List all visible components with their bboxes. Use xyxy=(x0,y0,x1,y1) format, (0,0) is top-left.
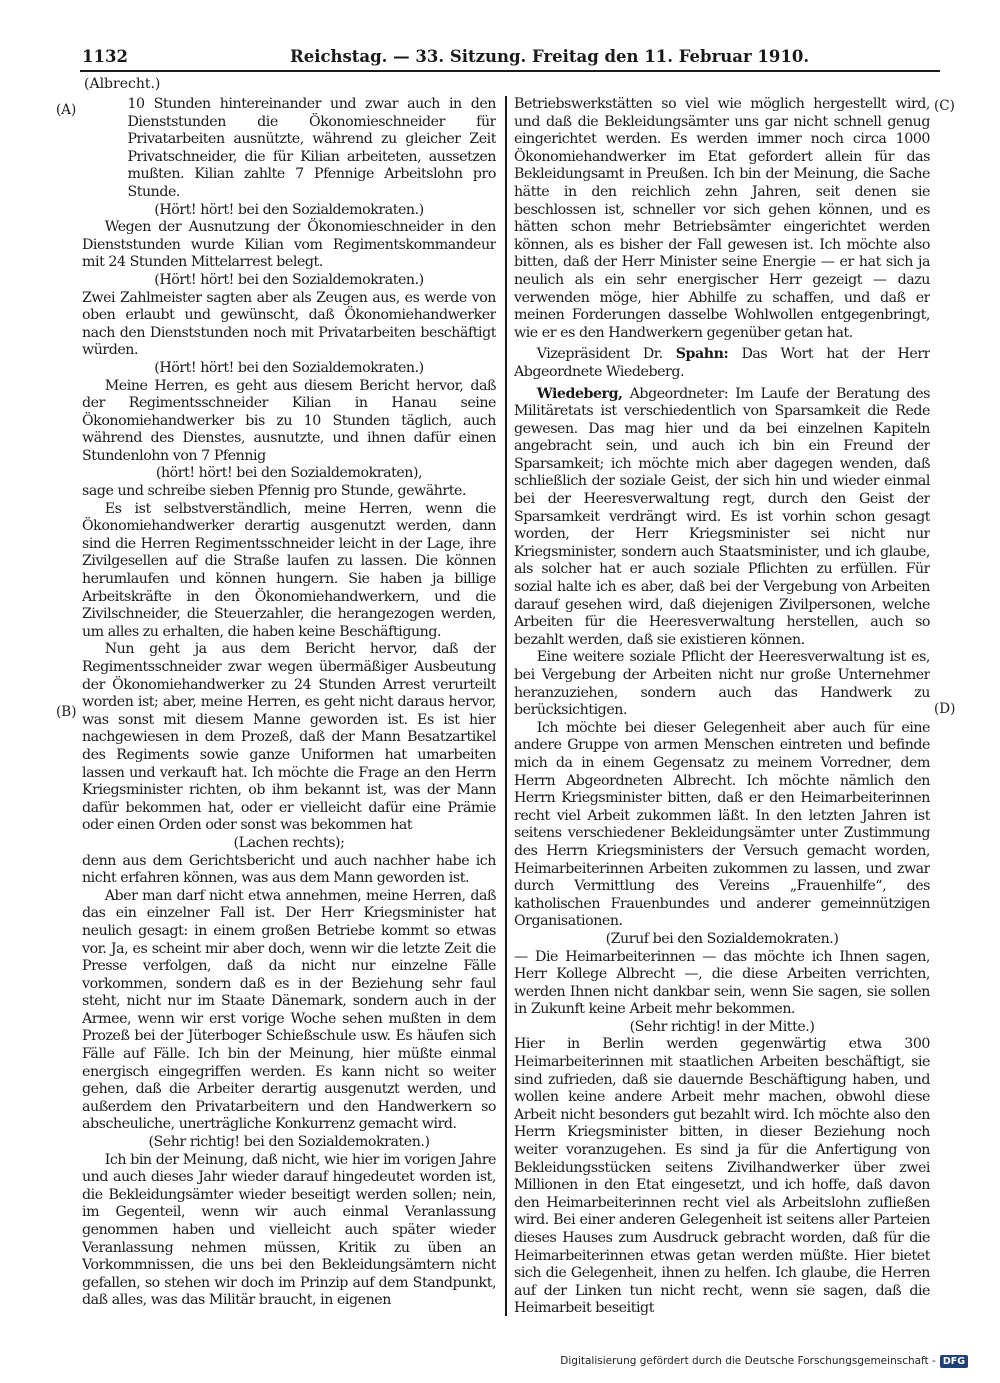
left-column xyxy=(82,96,496,1321)
interjection: (Sehr richtig! in der Mitte.) xyxy=(629,1018,815,1035)
paragraph: Meine Herren, es geht aus diesem Bericht hervor, daß der Regimentsschneider Kilian in Hanau seine Ökonomiehandwerker bis zu 10 Stunden täglich, auch während des Dienstes, ausnutzte, und ihnen dafür einen Stundenlohn von 7 Pfennig xyxy=(82,377,496,464)
paragraph: Betriebswerkstätten so viel wie möglich hergestellt wird, und daß die Bekleidungsämter uns gar nicht schnell genug eingerichtet werden. Es werden immer noch circa 1000 Ökonomiehandwerker im Etat gefordert allein für das Bekleidungsamt in Preußen. Ich bin der Meinung, die Sache hätte in den reichlich zehn Jahren, seit denen sie beschlossen ist, schneller vor sich gehen können, und es hätten schon mehr Betriebsämter eingerichtet werden können, als es bisher der Fall gewesen ist. Ich möchte also bitten, daß der Herr Minister seine Energie — er hat sich ja neulich als ein sehr energischer Herr gezeigt — dazu verwenden möge, hier Abhilfe zu schaffen, und daß er meinen Forderungen dasselbe Wohlwollen entgegenbringt, wie er es den Handwerkern gegenüber getan hat. xyxy=(514,96,930,341)
interjection: (Hört! hört! bei den Sozialdemokraten.) xyxy=(154,201,424,218)
interjection: (Zuruf bei den Sozialdemokraten.) xyxy=(605,930,839,947)
paragraph: Nun geht ja aus dem Bericht hervor, daß der Regimentsschneider zwar wegen übermäßiger Ausbeutung der Ökonomiehandwerker zu 24 Stunden Arrest verurteilt worden ist; aber, meine Herren, es geht nicht daraus hervor, was sonst mit diesem Manne geworden ist. Es ist hier nachgewiesen in dem Prozeß, daß der Mann Besatzartikel des Regiments sowie ganze Uniformen hat umarbeiten lassen und verkauft hat. Ich möchte die Frage an den Herrn Kriegsminister richten, ob ihm bekannt ist, was der Mann dafür bekommen hat, oder er vielleicht dafür eine Prämie oder einen Orden oder sonst was bekommen hat xyxy=(82,641,496,834)
page-number: 1132 xyxy=(82,47,128,66)
speaker-tag: (Albrecht.) xyxy=(84,76,161,92)
speaker-name: Spahn: xyxy=(675,346,729,363)
paragraph: Zwei Zahlmeister sagten aber als Zeugen aus, es werde von oben erlaubt und gewünscht, daß Ökonomiehandwerker nach den Dienststunden noch mit Privatarbeiten beschäftigt würden. xyxy=(82,289,496,359)
paragraph: Es ist selbstverständlich, meine Herren, wenn die Ökonomiehandwerker derartig ausgenutzt werden, dann sind die Herren Regimentsschneider leicht in der Lage, ihre Zivilgesellen auf die Straße laufen zu lassen. Die können herumlaufen und können hungern. Sie haben ja billige Arbeitskräfte in den Ökonomiehandwerkern, und die Zivilschneider, die Steuerzahler, die herangezogen werden, um alles zu erhalten, die haben keine Beschäftigung. xyxy=(82,500,496,640)
interjection: (Hört! hört! bei den Sozialdemokraten.) xyxy=(154,271,424,288)
right-column xyxy=(514,96,930,1321)
interjection: (Sehr richtig! bei den Sozialdemokraten.) xyxy=(148,1134,430,1151)
digitization-footer xyxy=(560,1354,968,1368)
speaker-paragraph xyxy=(514,346,930,381)
paragraph: Ich möchte bei dieser Gelegenheit aber auch für eine andere Gruppe von armen Menschen eintreten und befinde mich da in einem Gegensatz zu meinem Vorredner, dem Herrn Abgeordneten Albrecht. Ich möchte nämlich den Herrn Kriegsminister bitten, daß er den Heimarbeiterinnen recht viel Arbeit zukommen läßt. In den letzten Jahren ist seitens verschiedener Bekleidungsämter unter Zustimmung des Herrn Kriegsministers der Versuch gemacht worden, Heimarbeiterinnen Arbeiten zukommen zu lassen, und zwar durch Vermittlung des Vereins „Frauenhilfe“, des katholischen Frauenbundes und anderer gemeinnützigen Organisationen. xyxy=(514,719,930,930)
margin-marker-b: (B) xyxy=(56,704,77,720)
paragraph: 10 Stunden hintereinander und zwar auch in den Dienststunden die Ökonomieschneider für Privatarbeiten ausnützte, während zu gleicher Zeit Privatschneider, die für Kilian arbeiteten, aussetzen mußten. Kilian zahlte 7 Pfennige Arbeitslohn pro Stunde. xyxy=(127,96,496,200)
paragraph: denn aus dem Gerichtsbericht und auch nachher habe ich nicht erfahren können, was aus dem Mann geworden ist. xyxy=(82,852,496,887)
margin-marker-a: (A) xyxy=(56,102,77,118)
margin-marker-d: (D) xyxy=(934,701,956,717)
speaker-name: Wiedeberg, xyxy=(536,385,623,402)
paragraph: sage und schreibe sieben Pfennig pro Stunde, gewährte. xyxy=(82,483,467,500)
paragraph: Wegen der Ausnutzung der Ökonomieschneider in den Dienststunden wurde Kilian vom Regimentskommandeur mit 24 Stunden Mittelarrest belegt. xyxy=(82,219,496,271)
speech-text: Das Wort hat der Herr Abgeordnete Wiedeberg. xyxy=(514,346,930,380)
running-title: Reichstag. — 33. Sitzung. Freitag den 11. Februar 1910. xyxy=(290,47,810,66)
paragraph: Hier in Berlin werden gegenwärtig etwa 300 Heimarbeiterinnen mit staatlichen Arbeiten beschäftigt, sie sind zufrieden, daß sie dauernde Beschäftigung haben, und wollen keine andere Arbeit mehr machen, obwohl diese Arbeit nicht besonders gut bezahlt wird. Ich möchte also den Herrn Kriegsminister bitten, in dieser Beziehung noch weiter voranzugehen. Es sind ja für die Anfertigung von Bekleidungsstücken seitens Zivilhandwerker über zwei Millionen in den Etat eingesetzt, und ich hoffe, daß davon den Heimarbeiterinnen recht viel als Arbeitslohn zufließen wird. Bei einer anderen Gelegenheit ist seitens aller Parteien dieses Hauses zum Ausdruck gebracht worden, daß für die Heimarbeiterinnen etwas getan werden müßte. Hier bietet sich die Gelegenheit, ihnen zu helfen. Ich glaube, die Herren auf der Linken tun nicht recht, wenn sie sagen, daß die Heimarbeit beseitigt xyxy=(514,1036,930,1317)
interjection: (Hört! hört! bei den Sozialdemokraten.) xyxy=(154,359,424,376)
dfg-logo: DFG xyxy=(940,1355,968,1368)
paragraph: Ich bin der Meinung, daß nicht, wie hier im vorigen Jahre und auch dieses Jahr wieder darauf hingedeutet worden ist, die Bekleidungsämter wieder beseitigt werden sollen; nein, im Gegenteil, wenn wir auch einmal Veranlassung genommen haben und vielleicht auch später wieder Veranlassung nehmen müssen, Kritik zu üben an Vorkommnissen, die uns bei den Bekleidungsämtern nicht gefallen, so stehen wir doch im Prinzip auf dem Standpunkt, daß alles, was das Militär braucht, in eigenen xyxy=(82,1151,496,1309)
header-rule xyxy=(80,70,940,72)
speaker-intro: Vizepräsident Dr. xyxy=(536,346,663,363)
paragraph: Aber man darf nicht etwa annehmen, meine Herren, daß das ein einzelner Fall ist. Der Herr Kriegsminister hat neulich gesagt: in einem großen Betriebe kommt so etwas vor. Ja, es scheint mir aber doch, wenn wir die letzte Zeit die Presse verfolgen, daß da nicht nur einzelne Fälle vorkommen, sondern daß es in der Beziehung sehr faul steht, nicht nur im Staate Dänemark, sondern auch in der Armee, wenn wir erst vorige Woche sehen mußten in dem Prozeß bei der Jüterboger Schießschule usw. Es häufen sich Fälle auf Fälle. Ich bin der Meinung, hier müßte einmal energisch eingegriffen werden. Es kann nicht so weiter gehen, daß die Arbeiter derartig ausgenutzt werden, und außerdem den Privatarbeitern und den Handwerkern so abscheuliche, unerträgliche Konkurrenz gemacht wird. xyxy=(82,887,496,1133)
interjection: (Lachen rechts); xyxy=(233,834,345,851)
interjection: (hört! hört! bei den Sozialdemokraten), xyxy=(155,465,423,482)
speech-text: Abgeordneter: Im Laufe der Beratung des Militäretats ist verschiedentlich von Sparsamkeit die Rede gewesen. Das mag hier und da bei einzelnen Kapiteln angebracht sein, und auch ich bin ein Freund der Sparsamkeit; ich möchte mich aber dagegen wenden, daß schließlich der soziale Geist, der sich hin und wieder einmal bei der Heeresverwaltung regt, durch den Geist der Sparsamkeit verdrängt wird. Es ist vorhin schon gesagt worden, der Herr Kriegsminister sei nicht nur Kriegsminister, sondern auch Staatsminister, und ich glaube, als solcher hat er auch soziale Pflichten zu erfüllen. Für sozial halte ich es aber, daß bei der Vergebung von Arbeiten darauf gesehen wird, daß diejenigen Zivilpersonen, welche Arbeiten für die Heeresverwaltung herstellen, auch so bezahlt werden, daß sie existieren können. xyxy=(514,385,930,648)
column-rule xyxy=(505,96,507,1316)
margin-marker-c: (C) xyxy=(934,98,955,114)
paragraph: Eine weitere soziale Pflicht der Heeresverwaltung ist es, bei Vergebung der Arbeiten nicht nur große Unternehmer heranzuziehen, sondern auch das Handwerk zu berücksichtigen. xyxy=(514,649,930,719)
footer-text: Digitalisierung gefördert durch die Deutsche Forschungsgemeinschaft - xyxy=(560,1355,936,1367)
speaker-paragraph xyxy=(514,386,930,650)
paragraph: — Die Heimarbeiterinnen — das möchte ich Ihnen sagen, Herr Kollege Albrecht —, die diese Arbeiten verrichten, werden Ihnen nicht dankbar sein, wenn Sie sagen, sie sollen in Zukunft keine Arbeit mehr bekommen. xyxy=(514,948,930,1018)
